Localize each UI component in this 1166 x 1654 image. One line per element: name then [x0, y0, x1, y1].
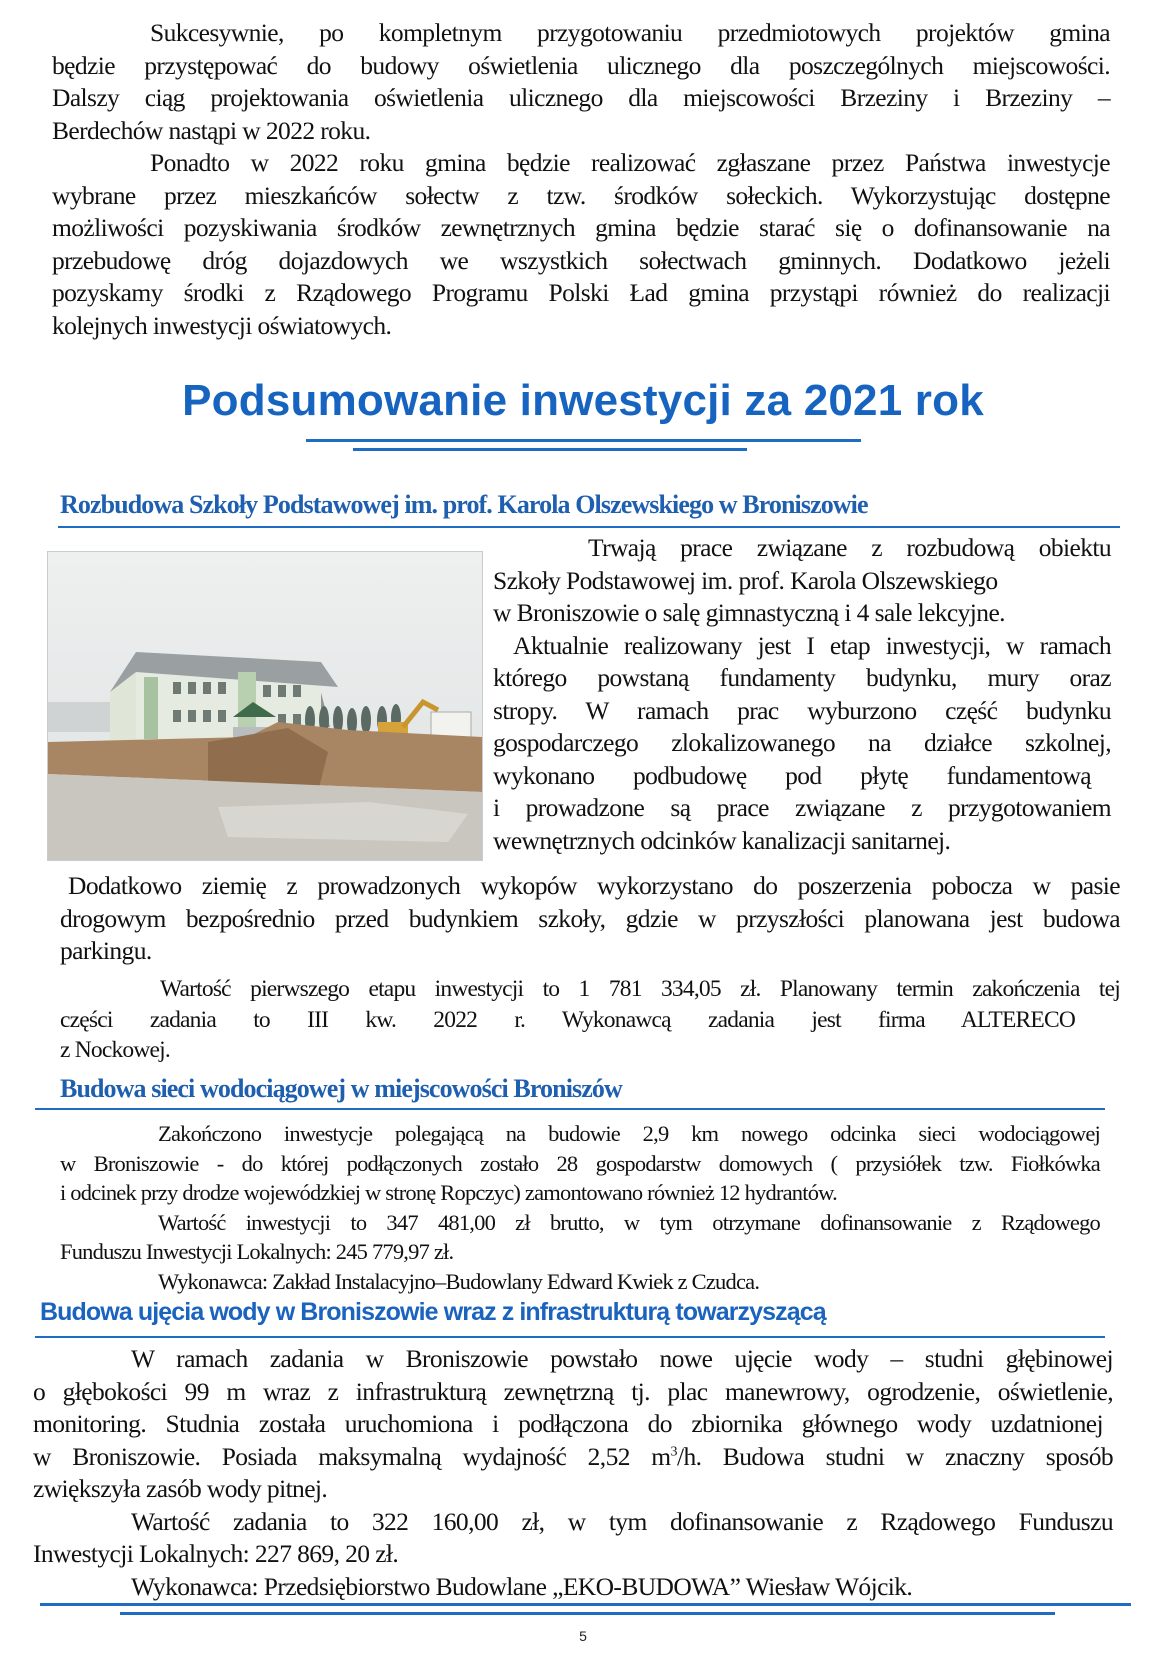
section-rule [58, 526, 1120, 528]
water-intake-paragraph [33, 1343, 1113, 1603]
text-line: będzie przystępować do budowy oświetlenia ulicznego dla poszczególnych miejscowości. [52, 50, 1110, 80]
footer-rule-top [40, 1603, 1131, 1606]
section-rule [35, 1108, 1105, 1110]
text-line: parkingu. [60, 936, 152, 965]
section-heading-water-intake: Budowa ujęcia wody w Broniszowie wraz z infrastrukturą towarzyszącą [40, 1298, 826, 1326]
text-line: pozyskamy środki z Rządowego Programu Polski Ład gmina przystąpi również do realizacji [52, 278, 1110, 307]
text-line: części zadania to III kw. 2022 r. Wykonawcą zadania jest firma ALTERECO [60, 1006, 1075, 1033]
text-line: Szkoły Podstawowej im. prof. Karola Olszewskiego [493, 565, 998, 595]
text-line: kolejnych inwestycji oświatowych. [52, 310, 392, 340]
text-segment: w Broniszowie. Posiada maksymalną wydajność 2,52 m [33, 1441, 671, 1471]
page-number: 5 [579, 1628, 587, 1644]
text-segment: /h. Budowa studni w znaczny sposób [676, 1441, 1113, 1471]
text-line: monitoring. Studnia została uruchomiona i podłączona do zbiornika głównego wody uzdatnionej [33, 1409, 1103, 1438]
text-line: wykonano podbudowę pod płytę fundamentową [493, 760, 1091, 790]
text-line: i prowadzone są prace związane z przygotowaniem [493, 793, 1111, 822]
text-line: Ponadto w 2022 roku gmina będzie realizować zgłaszane przez Państwa inwestycje [150, 148, 1110, 177]
photo-illustration [48, 552, 482, 860]
text-line: w Broniszowie - do której podłączonych zostało 28 gospodarstw domowych ( przysiółek tzw. Fiołkówka [60, 1150, 1100, 1176]
text-line: Wykonawca: Zakład Instalacyjno–Budowlany Edward Kwiek z Czudca. [158, 1268, 760, 1294]
text-line: możliwości pozyskiwania środków zewnętrznych gmina będzie starać się o dofinansowanie na [52, 213, 1110, 242]
text-line: Wartość inwestycji to 347 481,00 zł brutto, w tym otrzymane dofinansowanie z Rządowego [158, 1209, 1100, 1235]
text-line: Aktualnie realizowany jest I etap inwestycji, w ramach [513, 630, 1111, 660]
text-line: w Broniszowie o salę gimnastyczną i 4 sale lekcyjne. [493, 598, 1005, 627]
superscript: 3 [670, 1444, 677, 1459]
school-description-side [493, 532, 1111, 857]
text-line: z Nockowej. [60, 1037, 170, 1063]
text-line: wewnętrznych odcinków kanalizacji sanitarnej. [493, 825, 951, 855]
text-line: przebudowę dróg dojazdowych we wszystkich sołectwach gminnych. Dodatkowo jeżeli [52, 245, 1110, 275]
text-line: Funduszu Inwestycji Lokalnych: 245 779,97 zł. [60, 1239, 454, 1264]
footer-rule-bottom [120, 1612, 1055, 1615]
text-line: wybrane przez mieszkańców sołectw z tzw. środków sołeckich. Wykorzystując dostępne [52, 180, 1110, 210]
title-underline-top [306, 439, 861, 442]
text-line: stropy. W ramach prac wyburzono część budynku [493, 695, 1111, 725]
text-line: W ramach zadania w Broniszowie powstało nowe ujęcie wody – studni głębinowej [131, 1344, 1113, 1373]
water-network-paragraph [60, 1119, 1100, 1296]
text-line [33, 1441, 1113, 1474]
text-line: Inwestycji Lokalnych: 227 869, 20 zł. [33, 1539, 399, 1568]
text-line: Wartość zadania to 322 160,00 zł, w tym dofinansowanie z Rządowego Funduszu [131, 1506, 1113, 1536]
school-value-paragraph [60, 974, 1120, 1066]
text-line: zwiększyła zasób wody pitnej. [33, 1474, 328, 1503]
text-line: Zakończono inwestycje polegającą na budowie 2,9 km nowego odcinka sieci wodociągowej [158, 1121, 1100, 1146]
page-title: Podsumowanie inwestycji za 2021 rok [182, 376, 984, 425]
section-heading-water-network: Budowa sieci wodociągowej w miejscowości Broniszów [60, 1074, 622, 1103]
school-description-full [60, 870, 1120, 968]
text-line: drogowym bezpośrednio przed budynkiem szkoły, gdzie w przyszłości planowana jest budowa [60, 903, 1120, 933]
text-line: Trwają prace związane z rozbudową obiektu [588, 533, 1111, 562]
text-line: i odcinek przy drodze wojewódzkiej w stronę Ropczyc) zamontowano również 12 hydrantów. [60, 1180, 837, 1205]
title-underline-bottom [353, 448, 747, 451]
text-line: gospodarczego zlokalizowanego na działce szkolnej, [493, 728, 1111, 757]
section-rule [35, 1336, 1105, 1338]
text-line: Berdechów nastąpi w 2022 roku. [52, 115, 371, 145]
text-line: którego powstaną fundamenty budynku, mury oraz [493, 663, 1111, 692]
section-heading-school: Rozbudowa Szkoły Podstawowej im. prof. Karola Olszewskiego w Broniszowie [60, 490, 868, 519]
intro-paragraph-2 [52, 147, 1110, 342]
text-line: o głębokości 99 m wraz z infrastrukturą zewnętrzną tj. plac manewrowy, ogrodzenie, oświetlenie, [33, 1376, 1113, 1406]
school-construction-photo [47, 551, 483, 861]
text-line: Wykonawca: Przedsiębiorstwo Budowlane „EKO-BUDOWA” Wiesław Wójcik. [131, 1571, 913, 1601]
text-line: Dalszy ciąg projektowania oświetlenia ulicznego dla miejscowości Brzeziny i Brzeziny – [52, 83, 1110, 112]
intro-paragraph-1 [52, 17, 1110, 147]
text-line: Dodatkowo ziemię z prowadzonych wykopów wykorzystano do poszerzenia pobocza w pasie [68, 871, 1120, 900]
text-line: Wartość pierwszego etapu inwestycji to 1 781 334,05 zł. Planowany termin zakończenia tej [160, 976, 1120, 1002]
text-line: Sukcesywnie, po kompletnym przygotowaniu przedmiotowych projektów gmina [150, 18, 1110, 47]
